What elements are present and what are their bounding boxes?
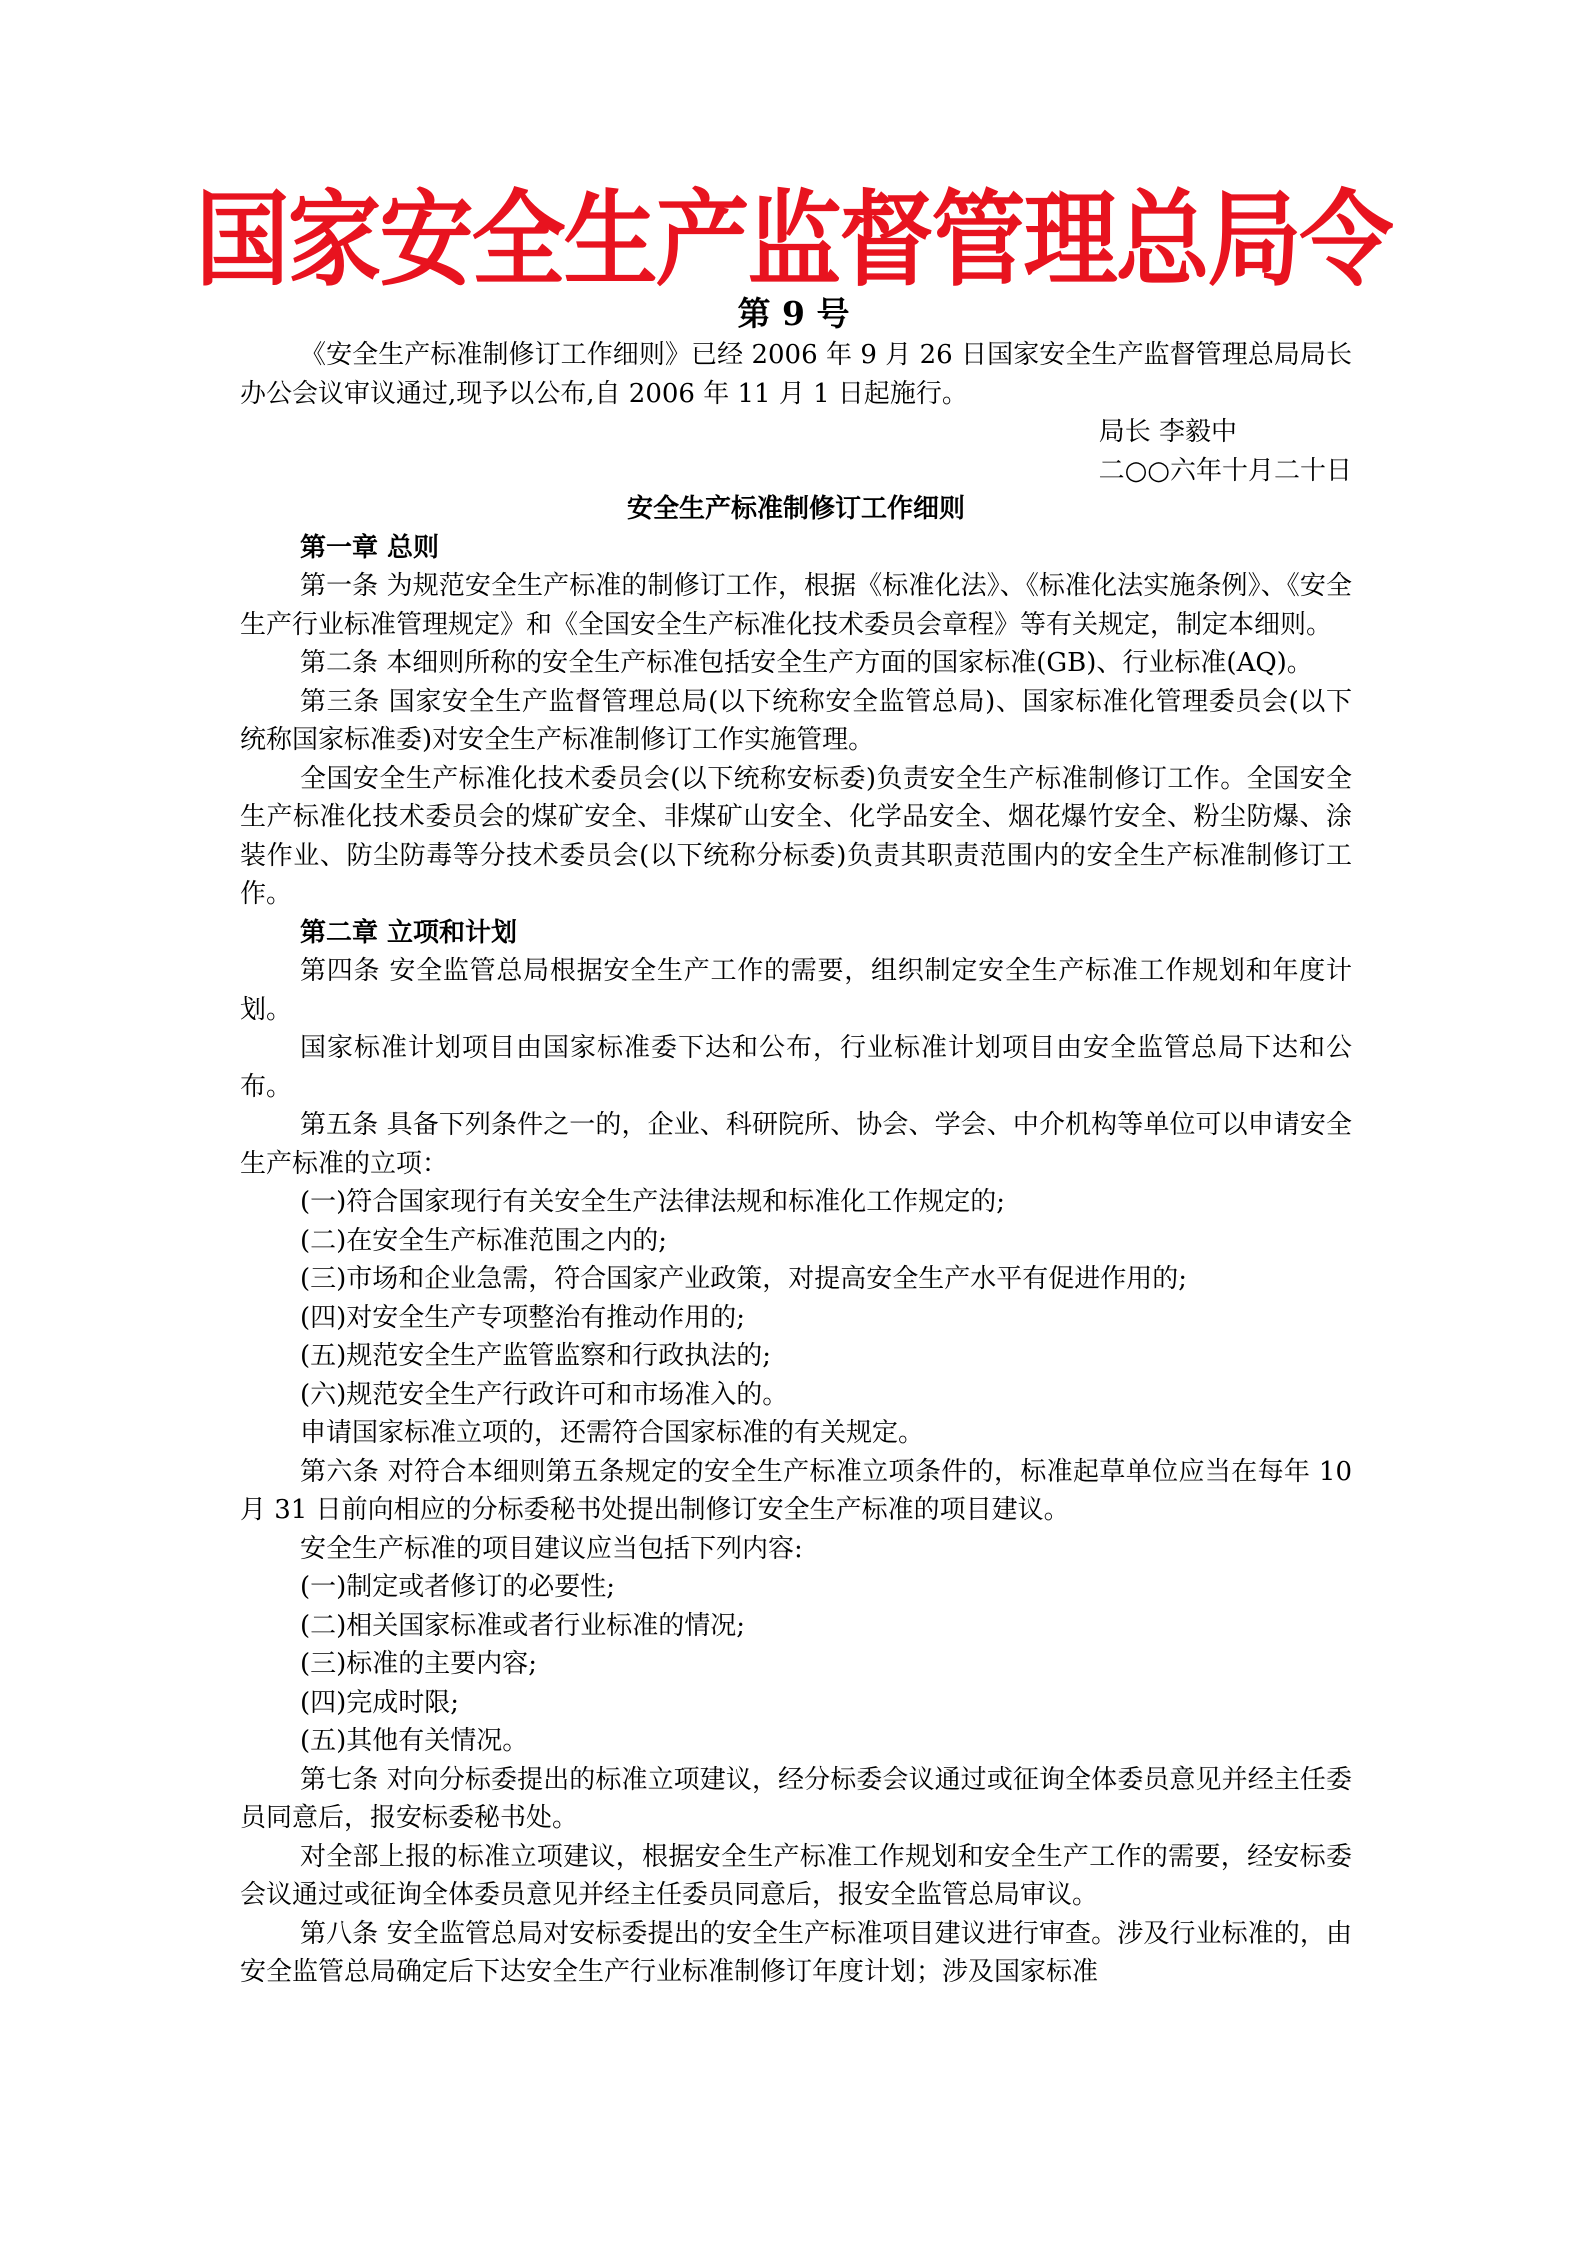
article-2: 第二条 本细则所称的安全生产标准包括安全生产方面的国家标准(GB)、行业标准(AQ)。 — [300, 648, 1313, 678]
list-item: (六)规范安全生产行政许可和市场准入的。 — [300, 1379, 789, 1410]
signature-date: 二○○六年十月二十日 — [1098, 455, 1352, 486]
chapter1-heading: 第一章 总则 — [300, 532, 440, 563]
article-4-paragraph-2: 国家标准计划项目由国家标准委下达和公布，行业标准计划项目由安全监管总局下达和公布。 — [240, 1033, 1352, 1102]
article-3: 第三条 国家安全生产监督管理总局(以下统称安全监管总局)、国家标准化管理委员会(以下统称国家标准委)对安全生产标准制修订工作实施管理。 — [240, 686, 1352, 755]
preamble: 《安全生产标准制修订工作细则》已经 2006 年 9 月 26 日国家安全生产监督管理总局局长办公会议审议通过,现予以公布,自 2006 年 11 月 1 日起施行。 — [240, 340, 1352, 409]
list-item: (三)市场和企业急需，符合国家产业政策，对提高安全生产水平有促进作用的; — [300, 1264, 1188, 1294]
list-item: (一)符合国家现行有关安全生产法律法规和标准化工作规定的; — [300, 1187, 1006, 1217]
article-6: 第六条 对符合本细则第五条规定的安全生产标准立项条件的，标准起草单位应当在每年 10 月 31 日前向相应的分标委秘书处提出制修订安全生产标准的项目建议。 — [240, 1456, 1352, 1525]
list-item: (二)相关国家标准或者行业标准的情况; — [300, 1610, 746, 1641]
list-item: (二)在安全生产标准范围之内的; — [300, 1225, 668, 1256]
article-8: 第八条 安全监管总局对安标委提出的安全生产标准项目建议进行审查。涉及行业标准的，由安全监管总局确定后下达安全生产行业标准制修订年度计划；涉及国家标准 — [240, 1918, 1352, 1987]
signature-name: 局长 李毅中 — [1098, 417, 1237, 447]
list-item: (三)标准的主要内容; — [300, 1649, 538, 1679]
list-item: (五)其他有关情况。 — [300, 1726, 529, 1756]
article-4: 第四条 安全监管总局根据安全生产工作的需要，组织制定安全生产标准工作规划和年度计划。 — [240, 956, 1352, 1025]
article-7-paragraph-2: 对全部上报的标准立项建议，根据安全生产标准工作规划和安全生产工作的需要，经安标委会议通过或征询全体委员意见并经主任委员同意后，报安全监管总局审议。 — [240, 1841, 1352, 1910]
decree-header-title: 国家安全生产监督管理总局令 — [195, 180, 1392, 301]
order-number: 第 9 号 — [737, 294, 850, 333]
article-6-paragraph-2: 安全生产标准的项目建议应当包括下列内容: — [300, 1533, 803, 1564]
article-5: 第五条 具备下列条件之一的，企业、科研院所、协会、学会、中介机构等单位可以申请安全生产标准的立项： — [240, 1110, 1352, 1179]
document-title: 安全生产标准制修订工作细则 — [626, 494, 965, 524]
article-3-paragraph-2: 全国安全生产标准化技术委员会(以下统称安标委)负责安全生产标准制修订工作。全国安全生产标准化技术委员会的煤矿安全、非煤矿山安全、化学品安全、烟花爆竹安全、粉尘防爆、涂装作业、防尘防毒等分技术委员会(以下统称分标委)负责其职责范围内的安全生产标准制修订工作。 — [240, 763, 1352, 909]
article-5-paragraph-2: 申请国家标准立项的，还需符合国家标准的有关规定。 — [300, 1418, 925, 1448]
list-item: (四)完成时限; — [300, 1687, 460, 1718]
list-item: (四)对安全生产专项整治有推动作用的; — [300, 1302, 746, 1333]
article-7: 第七条 对向分标委提出的标准立项建议，经分标委会议通过或征询全体委员意见并经主任委员同意后，报安标委秘书处。 — [240, 1764, 1352, 1833]
document-body — [240, 336, 1352, 1992]
list-item: (五)规范安全生产监管监察和行政执法的; — [300, 1341, 772, 1371]
list-item: (一)制定或者修订的必要性; — [300, 1572, 616, 1602]
chapter2-heading: 第二章 立项和计划 — [300, 917, 518, 948]
article-1: 第一条 为规范安全生产标准的制修订工作，根据《标准化法》、《标准化法实施条例》、《安全生产行业标准管理规定》和《全国安全生产标准化技术委员会章程》等有关规定，制定本细则。 — [240, 571, 1352, 640]
